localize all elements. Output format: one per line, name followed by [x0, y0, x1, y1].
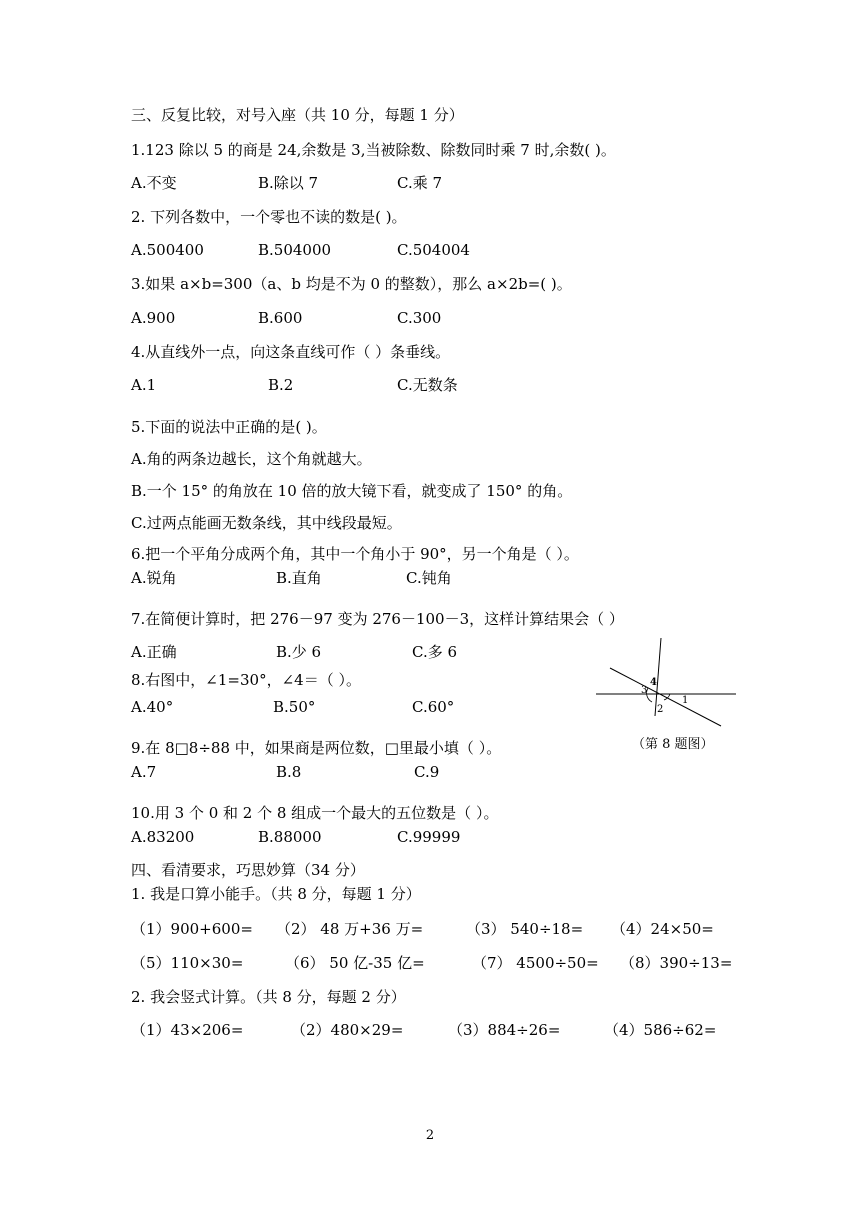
q7-option-a: A.正确 — [131, 643, 177, 661]
q8-option-b: B.50° — [273, 698, 316, 716]
q1-stem: 1.123 除以 5 的商是 24,余数是 3,当被除数、除数同时乘 7 时,余数( )。 — [131, 141, 616, 159]
section3-header: 三、反复比较，对号入座（共 10 分，每题 1 分） — [131, 106, 464, 124]
q6-option-c: C.钝角 — [406, 569, 452, 587]
q6-option-b: B.直角 — [276, 569, 322, 587]
part1-title: 1. 我是口算小能手。（共 8 分，每题 1 分） — [131, 885, 421, 903]
angle-label-3: 3 — [641, 685, 648, 696]
oral-calc-6: （6） 50 亿-35 亿= — [285, 954, 425, 972]
angle-label-1: 1 — [682, 695, 689, 706]
oral-calc-5: （5）110×30= — [131, 954, 244, 972]
angle-label-2: 2 — [657, 704, 664, 715]
page-number: 2 — [425, 1128, 435, 1143]
q3-option-c: C.300 — [397, 309, 442, 327]
oral-calc-2: （2） 48 万+36 万= — [276, 920, 424, 938]
oral-calc-3: （3） 540÷18= — [466, 920, 584, 938]
q4-stem: 4.从直线外一点，向这条直线可作（ ）条垂线。 — [131, 343, 451, 361]
q4-option-c: C.无数条 — [397, 376, 458, 394]
q2-option-a: A.500400 — [131, 241, 204, 259]
q10-option-a: A.83200 — [131, 828, 195, 846]
written-calc-3: （3）884÷26= — [448, 1021, 561, 1039]
q2-option-c: C.504004 — [397, 241, 470, 259]
q3-stem: 3.如果 a×b=300（a、b 均是不为 0 的整数），那么 a×2b=( )。 — [131, 275, 572, 293]
section4-header: 四、看清要求，巧思妙算（34 分） — [131, 861, 365, 879]
q1-option-c: C.乘 7 — [397, 174, 443, 192]
q3-option-b: B.600 — [258, 309, 303, 327]
oral-calc-1: （1）900+600= — [131, 920, 253, 938]
q10-option-b: B.88000 — [258, 828, 322, 846]
written-calc-4: （4）586÷62= — [604, 1021, 717, 1039]
q2-stem: 2. 下列各数中，一个零也不读的数是( )。 — [131, 208, 407, 226]
q5-option-b: B.一个 15° 的角放在 10 倍的放大镜下看，就变成了 150° 的角。 — [131, 482, 573, 500]
q10-stem: 10.用 3 个 0 和 2 个 8 组成一个最大的五位数是（ ）。 — [131, 804, 499, 822]
figure-caption: （第 8 题图） — [632, 737, 714, 752]
q9-stem: 9.在 8□8÷88 中，如果商是两位数，□里最小填（ ）。 — [131, 739, 502, 757]
q4-option-b: B.2 — [268, 376, 294, 394]
q8-option-a: A.40° — [131, 698, 174, 716]
q5-option-c: C.过两点能画无数条线，其中线段最短。 — [131, 514, 402, 532]
q10-option-c: C.99999 — [397, 828, 461, 846]
q7-option-b: B.少 6 — [276, 643, 322, 661]
slanted-line — [610, 668, 721, 726]
q7-stem: 7.在简便计算时，把 276－97 变为 276－100－3，这样计算结果会（ ） — [131, 610, 624, 628]
written-calc-1: （1）43×206= — [131, 1021, 244, 1039]
q1-option-a: A.不变 — [131, 174, 177, 192]
q6-option-a: A.锐角 — [131, 569, 177, 587]
q4-option-a: A.1 — [131, 376, 157, 394]
part2-title: 2. 我会竖式计算。（共 8 分，每题 2 分） — [131, 988, 406, 1006]
q2-option-b: B.504000 — [258, 241, 332, 259]
q9-option-c: C.9 — [414, 763, 440, 781]
q5-stem: 5.下面的说法中正确的是( )。 — [131, 418, 327, 436]
oral-calc-8: （8）390÷13= — [620, 954, 733, 972]
q1-option-b: B.除以 7 — [258, 174, 319, 192]
q9-option-b: B.8 — [276, 763, 302, 781]
angle-arc — [647, 688, 670, 702]
q6-stem: 6.把一个平角分成两个角，其中一个角小于 90°，另一个角是（ ）。 — [131, 545, 579, 563]
q8-stem: 8.右图中，∠1=30°，∠4＝（ ）。 — [131, 671, 361, 689]
q9-option-a: A.7 — [131, 763, 157, 781]
oral-calc-4: （4）24×50= — [611, 920, 714, 938]
angle-label-4: 4 — [650, 677, 657, 688]
q5-option-a: A.角的两条边越长，这个角就越大。 — [131, 450, 372, 468]
q8-angle-figure — [590, 630, 740, 730]
q8-option-c: C.60° — [412, 698, 455, 716]
written-calc-2: （2）480×29= — [291, 1021, 404, 1039]
q7-option-c: C.多 6 — [412, 643, 458, 661]
q3-option-a: A.900 — [131, 309, 176, 327]
oral-calc-7: （7） 4500÷50= — [472, 954, 599, 972]
